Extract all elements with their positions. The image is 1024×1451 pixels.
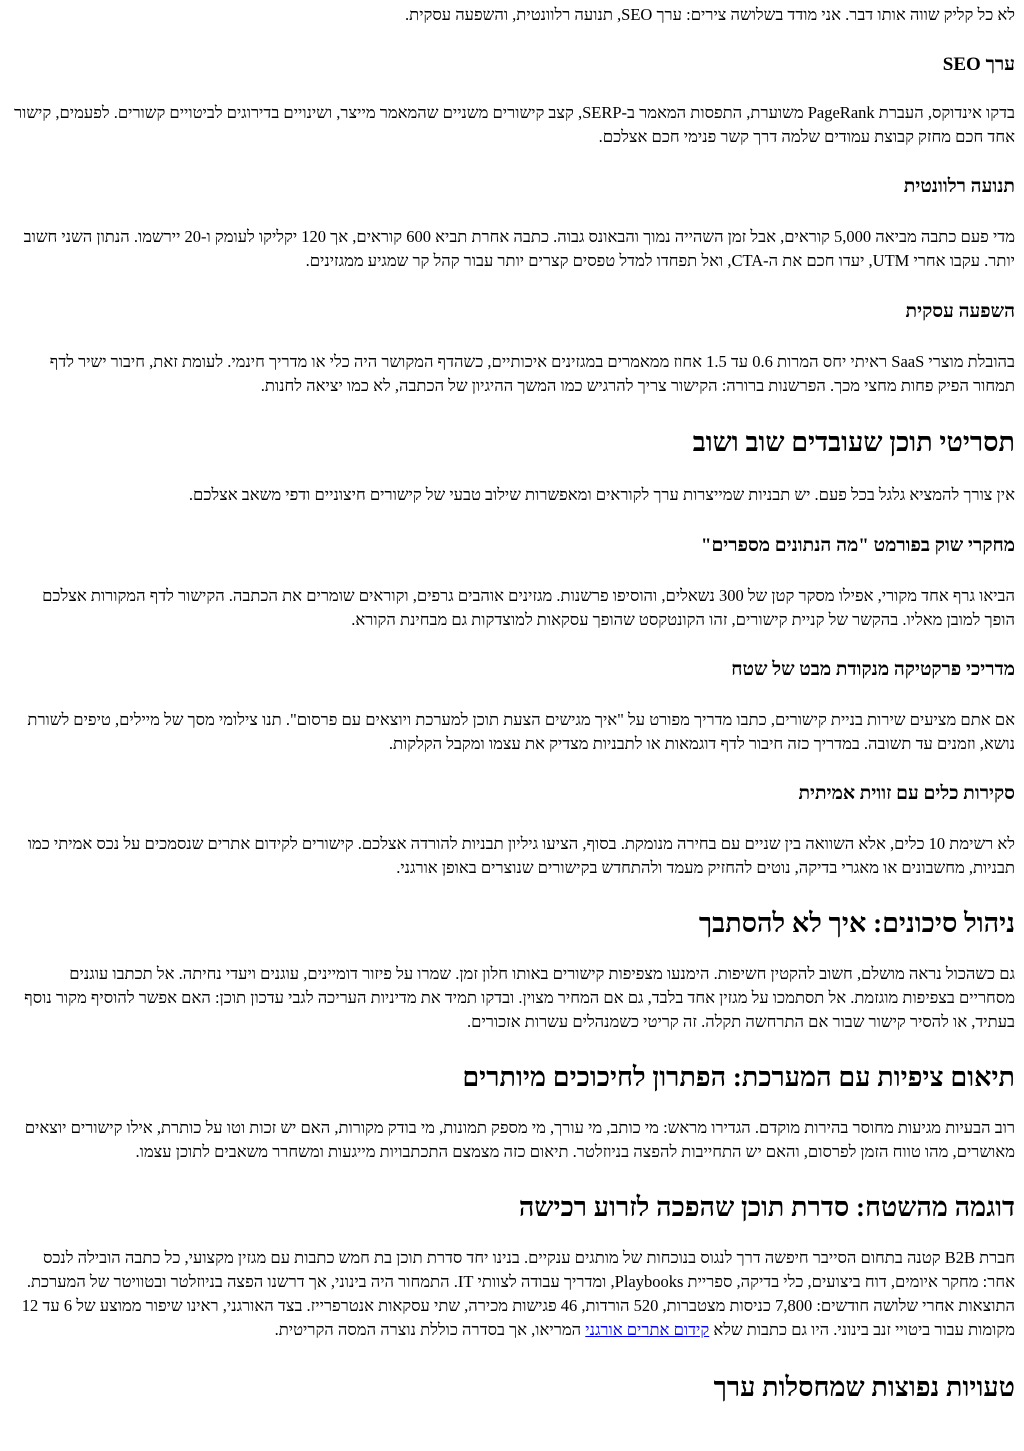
editorial-coordination-heading: תיאום ציפיות עם המערכת: הפתרון לחיכוכים מיותרים — [462, 1062, 1015, 1092]
content-scripts-paragraph: אין צורך להמציא גלגל בכל פעם. יש תבניות שמייצרות ערך לקוראים ומאפשרות שילוב טבעי של קישורים חיצוניים ודפי משאב אצלכם. — [188, 485, 1015, 504]
risk-management-paragraph: גם כשהכול נראה מושלם, חשוב להקטין חשיפות. הימנעו מצפיפות קישורים באותו חלון זמן. שמרו על פיזור דומיינים, עוגנים ויעדי נחיתה. אל תכתבו עוגנים מסחריים בצפיפות מוגזמת. אל תסתמכו על מגזין אחד בלבד, גם אם המחיר מצוין. ובדקו תמיד את מדיניות העריכה לגבי עדכון תוכן: האם אפשר להוסיף מקור נוסף בעתיד, או להסיר קישור שבור אם התרחשה תקלה. זה קריטי כשמנהלים עשרות אזכורים. — [24, 964, 1015, 1031]
market-research-heading: מחקרי שוק בפורמט "מה הנתונים מספרים" — [700, 535, 1015, 556]
business-impact-paragraph: בהובלת מוצרי SaaS ראיתי יחס המרות 0.6 עד 1.5 אחוז ממאמרים במגזינים איכותיים, כשהדף המקושר היה כלי או מדריך חינמי. לעומת זאת, חיבור ישיר לדף תמחור הפיק פחות מחצי מכך. הפרשנות ברורה: הקישור צריך להרגיש כמו המשך ההיגיון של הכתבה, לא כמו יציאה לחנות. — [49, 352, 1015, 395]
seo-value-heading: ערך SEO — [942, 54, 1015, 75]
relevant-traffic-paragraph: מדי פעם כתבה מביאה 5,000 קוראים, אבל זמן השהייה נמוך והבאונס גבוה. כתבה אחרת תביא 600 קוראים, אך 120 יקליקו לעומק ו-20 יירשמו. הנתון השני חשוב יותר. עקבו אחרי UTM, יעדו חכם את ה-CTA, ואל תפחדו למדל טפסים קצרים יותר עבור קהל קר שמגיע ממגזינים. — [23, 227, 1015, 270]
tool-reviews-paragraph: לא רשימת 10 כלים, אלא השוואה בין שניים עם בחירה מנומקת. בסוף, הציעו גיליון תבניות להורדה אצלכם. קישורים לקידום אתרים שנסמכים על נכס אמיתי כמו תבניות, מחשבונים או מאגרי בדיקה, נוטים להחזיק מעמד ולהתחדש בקישורים שנוצרים באופן אורגני. — [27, 834, 1015, 877]
practical-guides-paragraph: אם אתם מציעים שירות בניית קישורים, כתבו מדריך מפורט על "איך מגישים הצעת תוכן למערכת ויוצאים עם פרסום". תנו צילומי מסך של מיילים, טיפים לשורת נושא, וזמנים עד תשובה. במדריך כזה חיבור לדף דוגמאות או לתבניות מצדיק את עצמו ומקבל הקלקות. — [27, 710, 1015, 753]
field-example-heading: דוגמה מהשטח: סדרת תוכן שהפכה לזרוע רכישה — [518, 1192, 1015, 1222]
content-scripts-heading: תסריטי תוכן שעובדים שוב ושוב — [692, 427, 1015, 457]
risk-management-heading: ניהול סיכונים: איך לא להסתבך — [698, 908, 1015, 938]
common-mistakes-heading: טעויות נפוצות שמחסלות ערך — [713, 1372, 1015, 1402]
editorial-coordination-paragraph: רוב הבעיות מגיעות מחוסר בהירות מוקדם. הגדירו מראש: מי כותב, מי עורך, מי מספק תמונות, מי בודק מקורות, האם יש זכות וטו על כותרת, אילו קישורים יוצאים מאושרים, מהו טווח הזמן לפרסום, והאם יש התחייבות להפצה בניוזלטר. תיאום כזה מצמצם התכתבויות מייגעות ומשחרר משאבים לתוכן עצמו. — [24, 1118, 1015, 1161]
intro-paragraph: לא כל קליק שווה אותו דבר. אני מודד בשלושה צירים: ערך SEO, תנועה רלוונטית, והשפעה עסקית. — [405, 5, 1015, 24]
practical-guides-heading: מדריכי פרקטיקה מנקודת מבט של שטח — [731, 659, 1015, 680]
field-example-text-after: המריאו, אך בסדרה כוללת נוצרה המסה הקריטית. — [274, 1320, 586, 1339]
market-research-paragraph: הביאו גרף אחד מקורי, אפילו מסקר קטן של 300 נשאלים, והוסיפו פרשנות. מגזינים אוהבים גרפים, וקוראים שומרים את הכתבה. הקישור לדף המקורות אצלכם הופך למובן מאליו. בהקשר של קניית קישורים, זהו הקונטקסט שהופך עסקאות למוצדקות גם מבחינת הקורא. — [42, 586, 1015, 629]
tool-reviews-heading: סקירות כלים עם זווית אמיתית — [798, 783, 1015, 804]
seo-value-paragraph: בדקו אינדוקס, העברת PageRank משוערת, התפסות המאמר ב-SERP, קצב קישורים משניים שהמאמר מייצר, ושינויים בדירוגים לביטויים קשורים. לפעמים, קישור אחד חכם מחזק קבוצת עמודים שלמה דרך קשר פנימי חכם אצלכם. — [14, 103, 1015, 146]
field-example-text-before: חברת B2B קטנה בתחום הסייבר חיפשה דרך לנגוס בנוכחות של מותגים ענקיים. בנינו יחד סדרת תוכן בת חמש כתבות עם מגזין מקצועי, כל כתבה הובילה לנכס אחר: מחקר איומים, דוח ביצועים, כלי בדיקה, ספריית Playbooks, ומדריך עבודה לצוותי IT. התמחור היה בינוני, אך דרשנו הפצה בניוזלטר ובטוויטר של המערכת. התוצאות אחרי שלושה חודשים: 7,800 כניסות מצטברות, 520 הורדות, 46 פגישות מכירה, שתי עסקאות אנטרפרייז. בצד האורגני, ראינו שיפור ממוצע של 6 עד 12 מקומות עבור ביטויי זנב בינוני. היו גם כתבות שלא — [21, 1248, 1015, 1339]
business-impact-heading: השפעה עסקית — [905, 301, 1015, 322]
field-example-paragraph — [12, 1246, 1015, 1342]
relevant-traffic-heading: תנועה רלוונטית — [903, 176, 1015, 197]
article — [0, 3, 1024, 1404]
organic-seo-link[interactable]: קידום אתרים אורגני — [585, 1320, 710, 1339]
